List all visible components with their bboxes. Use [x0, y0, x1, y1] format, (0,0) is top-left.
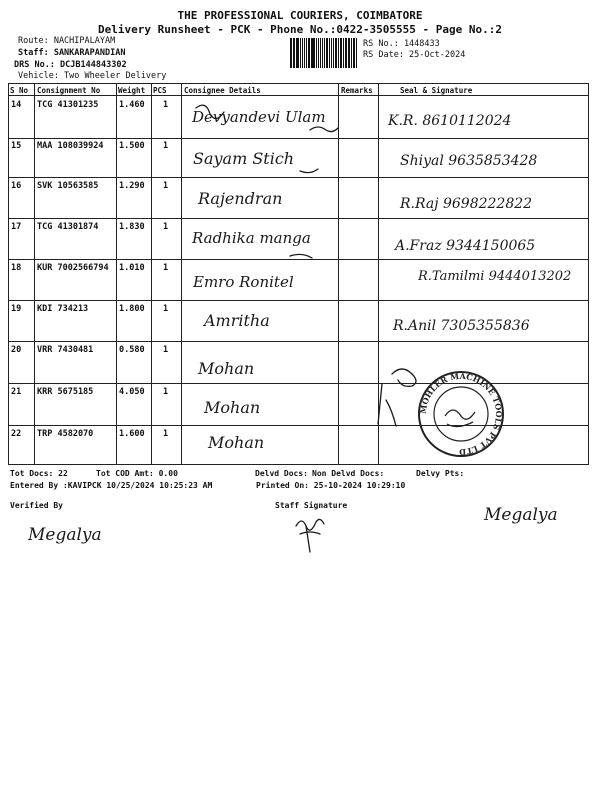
row-pcs: 1 [163, 429, 169, 439]
row-weight: 1.800 [119, 304, 145, 314]
row-consignment-no: KRR 5675185 [37, 387, 94, 397]
row-weight: 1.500 [119, 141, 145, 151]
row-pcs: 1 [163, 100, 169, 110]
staff-text: Staff: SANKARAPANDIAN [18, 48, 126, 58]
row-consignment-no: TRP 4582070 [37, 429, 94, 439]
staff-signature-scribble [296, 519, 324, 552]
consignee-handwriting: Emro Ronitel [193, 273, 294, 291]
route-text: Route: NACHIPALAYAM [18, 36, 116, 46]
row-consignment-no: KDI 734213 [37, 304, 89, 314]
total-cod-amount: Tot COD Amt: 0.00 [96, 469, 178, 478]
row-weight: 0.580 [119, 345, 145, 355]
consignee-handwriting: Mohan [208, 433, 265, 452]
row-sno: 20 [11, 345, 22, 355]
rs-date: RS Date: 25-Oct-2024 [363, 50, 466, 60]
signature-handwriting: K.R. 8610112024 [388, 113, 512, 129]
row-sno: 17 [11, 222, 22, 232]
signature-handwriting: A.Fraz 9344150065 [395, 238, 536, 254]
row-pcs: 1 [163, 181, 169, 191]
signature-handwriting: R.Raj 9698222822 [400, 196, 533, 212]
row-consignment-no: TCG 41301235 [37, 100, 99, 110]
row-weight: 1.460 [119, 100, 145, 110]
row-weight: 4.050 [119, 387, 145, 397]
consignee-handwriting: Radhika manga [192, 229, 311, 247]
delivery-points: Delvy Pts: [416, 469, 465, 478]
non-delivered-docs: Non Delvd Docs: [312, 469, 385, 478]
right-signature: Megalya [484, 505, 558, 525]
verified-signature: Megalya [28, 525, 102, 545]
drs-number: DRS No.: DCJB144843302 [14, 60, 127, 70]
signature-handwriting: R.Anil 7305355836 [393, 318, 530, 334]
col-header-seal-signature: Seal & Signature [400, 86, 473, 95]
row-sno: 14 [11, 100, 22, 110]
row-sno: 21 [11, 387, 22, 397]
row-pcs: 1 [163, 304, 169, 314]
delivered-docs: Delvd Docs: [255, 469, 308, 478]
rs-number: RS No.: 1448433 [363, 39, 440, 49]
company-title: THE PROFESSIONAL COURIERS, COIMBATORE [177, 9, 423, 22]
col-header-remarks: Remarks [341, 86, 373, 95]
vehicle-text: Vehicle: Two Wheeler Delivery [18, 71, 167, 81]
signature-handwriting: Shiyal 9635853428 [400, 153, 538, 169]
row-pcs: 1 [163, 345, 169, 355]
total-docs: Tot Docs: 22 [10, 469, 68, 478]
row-pcs: 1 [163, 222, 169, 232]
row-consignment-no: SVK 10563585 [37, 181, 99, 191]
row-consignment-no: TCG 41301874 [37, 222, 99, 232]
runsheet-title: Delivery Runsheet - PCK - Phone No.:0422-3505555 - Page No.:2 [98, 23, 502, 36]
row-consignment-no: KUR 7002566794 [37, 263, 109, 273]
printed-on: Printed On: 25-10-2024 10:29:10 [256, 481, 406, 490]
row-sno: 18 [11, 263, 22, 273]
signature-handwriting: R.Tamilmi 9444013202 [418, 269, 572, 284]
row-sno: 22 [11, 429, 22, 439]
consignee-handwriting: Mohan [204, 398, 261, 417]
consignee-handwriting: Devyandevi Ulam [192, 108, 326, 126]
footer-signatures [0, 490, 600, 570]
stamp-text: MOHLER MACHINE TOOLS PVT LTD [417, 370, 505, 458]
staff-signature-label: Staff Signature [275, 501, 348, 510]
company-stamp [415, 368, 507, 460]
verified-by-label: Verified By [10, 501, 63, 510]
row-pcs: 1 [163, 263, 169, 273]
col-header-weight: Weight [118, 86, 146, 95]
row-weight: 1.830 [119, 222, 145, 232]
consignee-handwriting: Rajendran [198, 189, 283, 208]
row-weight: 1.290 [119, 181, 145, 191]
col-header-consignment: Consignment No [37, 86, 101, 95]
consignee-handwriting: Mohan [198, 359, 255, 378]
row-consignment-no: VRR 7430481 [37, 345, 94, 355]
col-header-pcs: PCS [153, 86, 167, 95]
col-header-sno: S No [10, 86, 29, 95]
row-sno: 16 [11, 181, 22, 191]
consignee-handwriting: Amritha [204, 311, 270, 330]
row-weight: 1.010 [119, 263, 145, 273]
col-header-consignee: Consignee Details [184, 86, 261, 95]
row-sno: 15 [11, 141, 22, 151]
row-consignment-no: MAA 108039924 [37, 141, 104, 151]
row-pcs: 1 [163, 141, 169, 151]
entered-by: Entered By :KAVIPCK 10/25/2024 10:25:23 AM [10, 481, 213, 490]
row-weight: 1.600 [119, 429, 145, 439]
consignee-handwriting: Sayam Stich [193, 149, 295, 168]
row-pcs: 1 [163, 387, 169, 397]
row-sno: 19 [11, 304, 22, 314]
